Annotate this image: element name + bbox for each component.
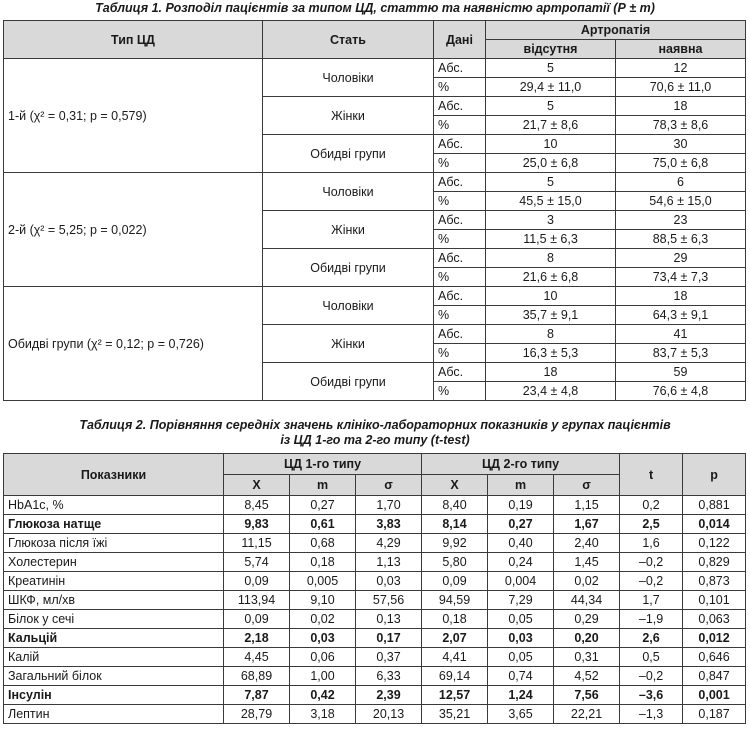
value-absent-pct: 35,7 ± 9,1 (486, 306, 616, 325)
value-present-abs: 30 (616, 135, 746, 154)
value-m1: 0,06 (290, 648, 356, 667)
group-label: Обидві групи (χ² = 0,12; р = 0,726) (4, 287, 263, 401)
value-present-pct: 75,0 ± 6,8 (616, 154, 746, 173)
data-kind-pct: % (434, 230, 486, 249)
value-t: –0,2 (620, 553, 683, 572)
header-absent: відсутня (486, 40, 616, 59)
data-kind-abs: Абс. (434, 211, 486, 230)
value-absent-pct: 45,5 ± 15,0 (486, 192, 616, 211)
value-x1: 11,15 (224, 534, 290, 553)
value-sigma2: 2,40 (554, 534, 620, 553)
header-p: р (683, 454, 746, 496)
value-p: 0,001 (683, 686, 746, 705)
value-absent-abs: 10 (486, 135, 616, 154)
value-present-abs: 18 (616, 287, 746, 306)
value-m2: 0,004 (488, 572, 554, 591)
value-present-pct: 73,4 ± 7,3 (616, 268, 746, 287)
indicator-name: HbA1c, % (4, 496, 224, 515)
header-sigma1: σ (356, 475, 422, 496)
value-sigma1: 57,56 (356, 591, 422, 610)
value-absent-pct: 29,4 ± 11,0 (486, 78, 616, 97)
value-m1: 0,03 (290, 629, 356, 648)
value-absent-abs: 8 (486, 325, 616, 344)
value-x1: 28,79 (224, 705, 290, 724)
value-x2: 2,07 (422, 629, 488, 648)
indicator-name: Глюкоза натще (4, 515, 224, 534)
value-absent-abs: 3 (486, 211, 616, 230)
data-kind-pct: % (434, 268, 486, 287)
header-type: Тип ЦД (4, 21, 263, 59)
value-absent-abs: 5 (486, 97, 616, 116)
value-x2: 94,59 (422, 591, 488, 610)
value-present-pct: 83,7 ± 5,3 (616, 344, 746, 363)
value-t: 1,6 (620, 534, 683, 553)
data-kind-pct: % (434, 116, 486, 135)
header-x1: Х (224, 475, 290, 496)
value-sigma2: 7,56 (554, 686, 620, 705)
value-sigma1: 1,13 (356, 553, 422, 572)
value-present-abs: 41 (616, 325, 746, 344)
table-row (4, 496, 746, 515)
table2-caption-line2: із ЦД 1-го та 2-го типу (t-test) (280, 433, 470, 447)
value-x1: 4,45 (224, 648, 290, 667)
sex-label: Жінки (263, 211, 434, 249)
value-present-pct: 76,6 ± 4,8 (616, 382, 746, 401)
data-kind-pct: % (434, 78, 486, 97)
indicator-name: Креатинін (4, 572, 224, 591)
value-t: 0,5 (620, 648, 683, 667)
value-absent-abs: 10 (486, 287, 616, 306)
value-absent-abs: 5 (486, 59, 616, 78)
data-kind-abs: Абс. (434, 249, 486, 268)
value-m2: 0,27 (488, 515, 554, 534)
sex-label: Обидві групи (263, 363, 434, 401)
value-m1: 1,00 (290, 667, 356, 686)
value-sigma1: 1,70 (356, 496, 422, 515)
header-m1: m (290, 475, 356, 496)
value-m2: 0,05 (488, 610, 554, 629)
value-t: 2,5 (620, 515, 683, 534)
value-m2: 0,05 (488, 648, 554, 667)
value-x2: 0,09 (422, 572, 488, 591)
value-p: 0,063 (683, 610, 746, 629)
value-absent-pct: 25,0 ± 6,8 (486, 154, 616, 173)
header-type1: ЦД 1-го типу (224, 454, 422, 475)
value-sigma2: 4,52 (554, 667, 620, 686)
value-p: 0,881 (683, 496, 746, 515)
value-sigma1: 6,33 (356, 667, 422, 686)
table-row (4, 515, 746, 534)
value-sigma2: 1,45 (554, 553, 620, 572)
table2-caption-line1: Таблиця 2. Порівняння середніх значень клініко-лабораторних показників у групах пацієнтів (79, 418, 671, 432)
value-m2: 0,40 (488, 534, 554, 553)
value-x2: 5,80 (422, 553, 488, 572)
header-x2: Х (422, 475, 488, 496)
value-sigma1: 0,17 (356, 629, 422, 648)
value-x1: 5,74 (224, 553, 290, 572)
value-p: 0,012 (683, 629, 746, 648)
value-p: 0,873 (683, 572, 746, 591)
value-x1: 0,09 (224, 572, 290, 591)
value-sigma2: 22,21 (554, 705, 620, 724)
header-data: Дані (434, 21, 486, 59)
value-present-abs: 29 (616, 249, 746, 268)
value-x2: 8,40 (422, 496, 488, 515)
data-kind-abs: Абс. (434, 363, 486, 382)
value-x2: 9,92 (422, 534, 488, 553)
value-m1: 0,68 (290, 534, 356, 553)
table1-caption: Таблиця 1. Розподіл пацієнтів за типом ЦД, статтю та наявністю артропатії (Р ± m) (95, 1, 655, 15)
header-indicator: Показники (4, 454, 224, 496)
data-kind-pct: % (434, 344, 486, 363)
sex-label: Жінки (263, 325, 434, 363)
value-present-abs: 59 (616, 363, 746, 382)
value-present-abs: 23 (616, 211, 746, 230)
value-present-pct: 78,3 ± 8,6 (616, 116, 746, 135)
value-sigma2: 0,20 (554, 629, 620, 648)
value-m1: 9,10 (290, 591, 356, 610)
value-t: –1,9 (620, 610, 683, 629)
data-kind-abs: Абс. (434, 59, 486, 78)
value-m1: 0,02 (290, 610, 356, 629)
value-m2: 7,29 (488, 591, 554, 610)
value-t: –1,3 (620, 705, 683, 724)
value-present-abs: 12 (616, 59, 746, 78)
value-sigma1: 0,03 (356, 572, 422, 591)
value-present-abs: 6 (616, 173, 746, 192)
value-absent-pct: 21,6 ± 6,8 (486, 268, 616, 287)
indicator-name: Інсулін (4, 686, 224, 705)
value-x1: 7,87 (224, 686, 290, 705)
table-row (4, 610, 746, 629)
data-kind-abs: Абс. (434, 325, 486, 344)
sex-label: Обидві групи (263, 249, 434, 287)
table-row (4, 705, 746, 724)
data-kind-abs: Абс. (434, 173, 486, 192)
table1-arthropathy-distribution (3, 20, 746, 401)
indicator-name: Глюкоза після їжі (4, 534, 224, 553)
table-row (4, 553, 746, 572)
value-t: 0,2 (620, 496, 683, 515)
header-arthropathy: Артропатія (486, 21, 746, 40)
header-t: t (620, 454, 683, 496)
value-m2: 0,74 (488, 667, 554, 686)
value-p: 0,187 (683, 705, 746, 724)
value-sigma2: 0,02 (554, 572, 620, 591)
header-sigma2: σ (554, 475, 620, 496)
value-t: 1,7 (620, 591, 683, 610)
value-present-abs: 18 (616, 97, 746, 116)
value-x1: 68,89 (224, 667, 290, 686)
value-present-pct: 88,5 ± 6,3 (616, 230, 746, 249)
data-kind-pct: % (434, 192, 486, 211)
value-x1: 0,09 (224, 610, 290, 629)
table-row (4, 287, 746, 306)
indicator-name: Білок у сечі (4, 610, 224, 629)
group-label: 1-й (χ² = 0,31; р = 0,579) (4, 59, 263, 173)
value-sigma2: 44,34 (554, 591, 620, 610)
table2-caption (0, 418, 750, 448)
indicator-name: ШКФ, мл/хв (4, 591, 224, 610)
value-absent-abs: 5 (486, 173, 616, 192)
value-x1: 2,18 (224, 629, 290, 648)
value-x2: 69,14 (422, 667, 488, 686)
value-t: 2,6 (620, 629, 683, 648)
sex-label: Чоловіки (263, 287, 434, 325)
value-m2: 0,03 (488, 629, 554, 648)
value-m2: 0,24 (488, 553, 554, 572)
data-kind-pct: % (434, 154, 486, 173)
sex-label: Чоловіки (263, 59, 434, 97)
value-p: 0,847 (683, 667, 746, 686)
value-m1: 3,18 (290, 705, 356, 724)
header-m2: m (488, 475, 554, 496)
value-p: 0,014 (683, 515, 746, 534)
value-absent-pct: 21,7 ± 8,6 (486, 116, 616, 135)
table-row (4, 591, 746, 610)
value-t: –0,2 (620, 572, 683, 591)
value-x2: 35,21 (422, 705, 488, 724)
sex-label: Обидві групи (263, 135, 434, 173)
table-row (4, 686, 746, 705)
value-p: 0,829 (683, 553, 746, 572)
value-present-pct: 54,6 ± 15,0 (616, 192, 746, 211)
value-x2: 0,18 (422, 610, 488, 629)
value-sigma1: 4,29 (356, 534, 422, 553)
value-x2: 8,14 (422, 515, 488, 534)
data-kind-pct: % (434, 382, 486, 401)
data-kind-abs: Абс. (434, 287, 486, 306)
value-m1: 0,61 (290, 515, 356, 534)
value-present-pct: 64,3 ± 9,1 (616, 306, 746, 325)
indicator-name: Холестерин (4, 553, 224, 572)
value-sigma1: 0,37 (356, 648, 422, 667)
value-absent-pct: 16,3 ± 5,3 (486, 344, 616, 363)
data-kind-abs: Абс. (434, 97, 486, 116)
table-row (4, 572, 746, 591)
indicator-name: Калій (4, 648, 224, 667)
value-m2: 1,24 (488, 686, 554, 705)
value-x1: 8,45 (224, 496, 290, 515)
value-m1: 0,27 (290, 496, 356, 515)
value-sigma1: 2,39 (356, 686, 422, 705)
table-row (4, 648, 746, 667)
value-m1: 0,18 (290, 553, 356, 572)
indicator-name: Загальний білок (4, 667, 224, 686)
value-m1: 0,005 (290, 572, 356, 591)
indicator-name: Кальцій (4, 629, 224, 648)
table-row (4, 629, 746, 648)
value-sigma1: 0,13 (356, 610, 422, 629)
value-absent-abs: 18 (486, 363, 616, 382)
table-row (4, 534, 746, 553)
value-absent-pct: 11,5 ± 6,3 (486, 230, 616, 249)
value-x2: 4,41 (422, 648, 488, 667)
header-present: наявна (616, 40, 746, 59)
group-label: 2-й (χ² = 5,25; р = 0,022) (4, 173, 263, 287)
table-row (4, 59, 746, 78)
value-p: 0,646 (683, 648, 746, 667)
table-row (4, 667, 746, 686)
value-m1: 0,42 (290, 686, 356, 705)
table-row (4, 173, 746, 192)
sex-label: Жінки (263, 97, 434, 135)
indicator-name: Лептин (4, 705, 224, 724)
value-sigma2: 1,67 (554, 515, 620, 534)
data-kind-pct: % (434, 306, 486, 325)
table2-clinical-comparison (3, 453, 746, 724)
value-absent-pct: 23,4 ± 4,8 (486, 382, 616, 401)
header-sex: Стать (263, 21, 434, 59)
value-sigma1: 20,13 (356, 705, 422, 724)
sex-label: Чоловіки (263, 173, 434, 211)
value-x2: 12,57 (422, 686, 488, 705)
header-type2: ЦД 2-го типу (422, 454, 620, 475)
data-kind-abs: Абс. (434, 135, 486, 154)
value-sigma2: 0,31 (554, 648, 620, 667)
value-p: 0,101 (683, 591, 746, 610)
value-p: 0,122 (683, 534, 746, 553)
value-m2: 3,65 (488, 705, 554, 724)
value-present-pct: 70,6 ± 11,0 (616, 78, 746, 97)
value-t: –3,6 (620, 686, 683, 705)
value-x1: 113,94 (224, 591, 290, 610)
value-absent-abs: 8 (486, 249, 616, 268)
value-sigma2: 0,29 (554, 610, 620, 629)
value-sigma2: 1,15 (554, 496, 620, 515)
value-x1: 9,83 (224, 515, 290, 534)
value-m2: 0,19 (488, 496, 554, 515)
value-t: –0,2 (620, 667, 683, 686)
value-sigma1: 3,83 (356, 515, 422, 534)
